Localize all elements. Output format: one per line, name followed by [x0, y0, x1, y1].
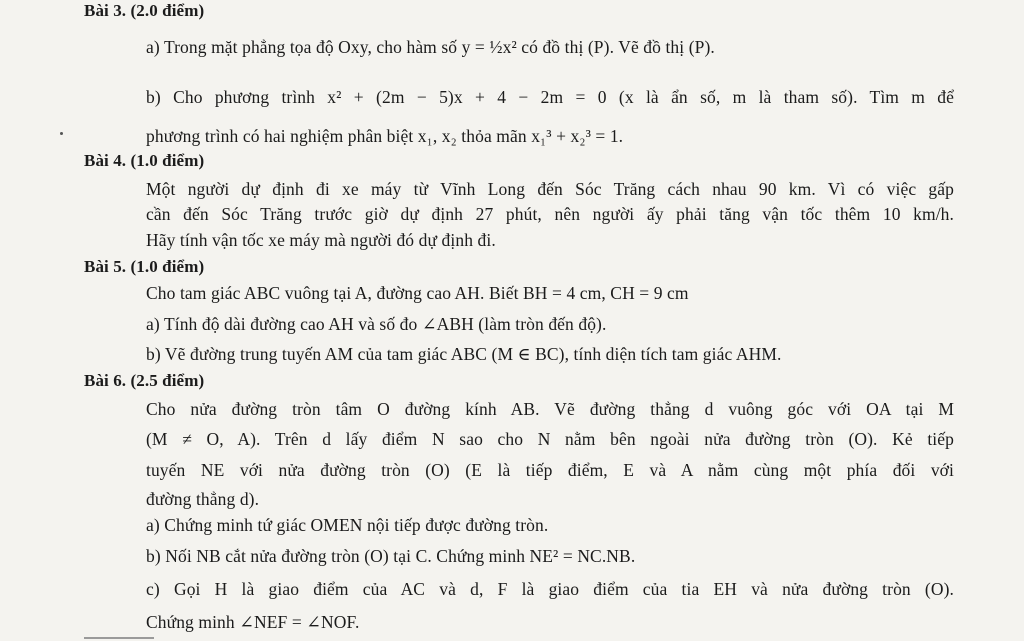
problem-6-line-4: đường thẳng d). [146, 489, 260, 509]
scan-speck [60, 132, 63, 135]
problem-4-line-2: cần đến Sóc Trăng trước giờ dự định 27 phút, nên người ấy phải tăng vận tốc thêm 10 km/h. [146, 204, 954, 224]
problem-6-heading: Bài 6. (2.5 điểm) [84, 371, 205, 390]
problem-6-line-2: (M ≠ O, A). Trên d lấy điểm N sao cho N nằm bên ngoài nửa đường tròn (O). Kẻ tiếp [146, 429, 954, 449]
problem-6-part-b: b) Nối NB cắt nửa đường tròn (O) tại C. Chứng minh NE² = NC.NB. [146, 546, 636, 566]
problem-5-heading: Bài 5. (1.0 điểm) [84, 257, 205, 276]
problem-3-part-b-line-1: b) Cho phương trình x² + (2m − 5)x + 4 − 2m = 0 (x là ẩn số, m là tham số). Tìm m để [146, 87, 954, 107]
problem-5-statement: Cho tam giác ABC vuông tại A, đường cao AH. Biết BH = 4 cm, CH = 9 cm [146, 283, 689, 303]
problem-6-line-3: tuyến NE với nửa đường tròn (O) (E là tiếp điểm, E và A nằm cùng một phía đối với [146, 460, 954, 480]
problem-4-heading: Bài 4. (1.0 điểm) [84, 151, 205, 170]
problem-3-heading: Bài 3. (2.0 điểm) [84, 1, 205, 20]
problem-4-line-1: Một người dự định đi xe máy từ Vĩnh Long đến Sóc Trăng cách nhau 90 km. Vì có việc gấp [146, 179, 954, 199]
problem-6-part-c-conclusion: Chứng minh ∠NEF = ∠NOF. [146, 612, 360, 632]
problem-3-part-a: a) Trong mặt phẳng tọa độ Oxy, cho hàm số y = ½x² có đồ thị (P). Vẽ đồ thị (P). [146, 37, 715, 57]
problem-6-line-1: Cho nửa đường tròn tâm O đường kính AB. Vẽ đường thẳng d vuông góc với OA tại M [146, 399, 954, 419]
problem-6-part-c: c) Gọi H là giao điểm của AC và d, F là giao điểm của tia EH và nửa đường tròn (O). [146, 579, 954, 599]
problem-4-line-3: Hãy tính vận tốc xe máy mà người đó dự định đi. [146, 230, 496, 250]
problem-5-part-b: b) Vẽ đường trung tuyến AM của tam giác ABC (M ∈ BC), tính diện tích tam giác AHM. [146, 344, 782, 364]
problem-6-part-a: a) Chứng minh tứ giác OMEN nội tiếp được đường tròn. [146, 515, 549, 535]
problem-5-part-a: a) Tính độ dài đường cao AH và số đo ∠ABH (làm tròn đến độ). [146, 314, 607, 334]
problem-3-part-b-line-2: phương trình có hai nghiệm phân biệt x₁, x₂ thỏa mãn x₁³ + x₂³ = 1. [146, 126, 624, 146]
scan-edge-mark [84, 637, 154, 639]
